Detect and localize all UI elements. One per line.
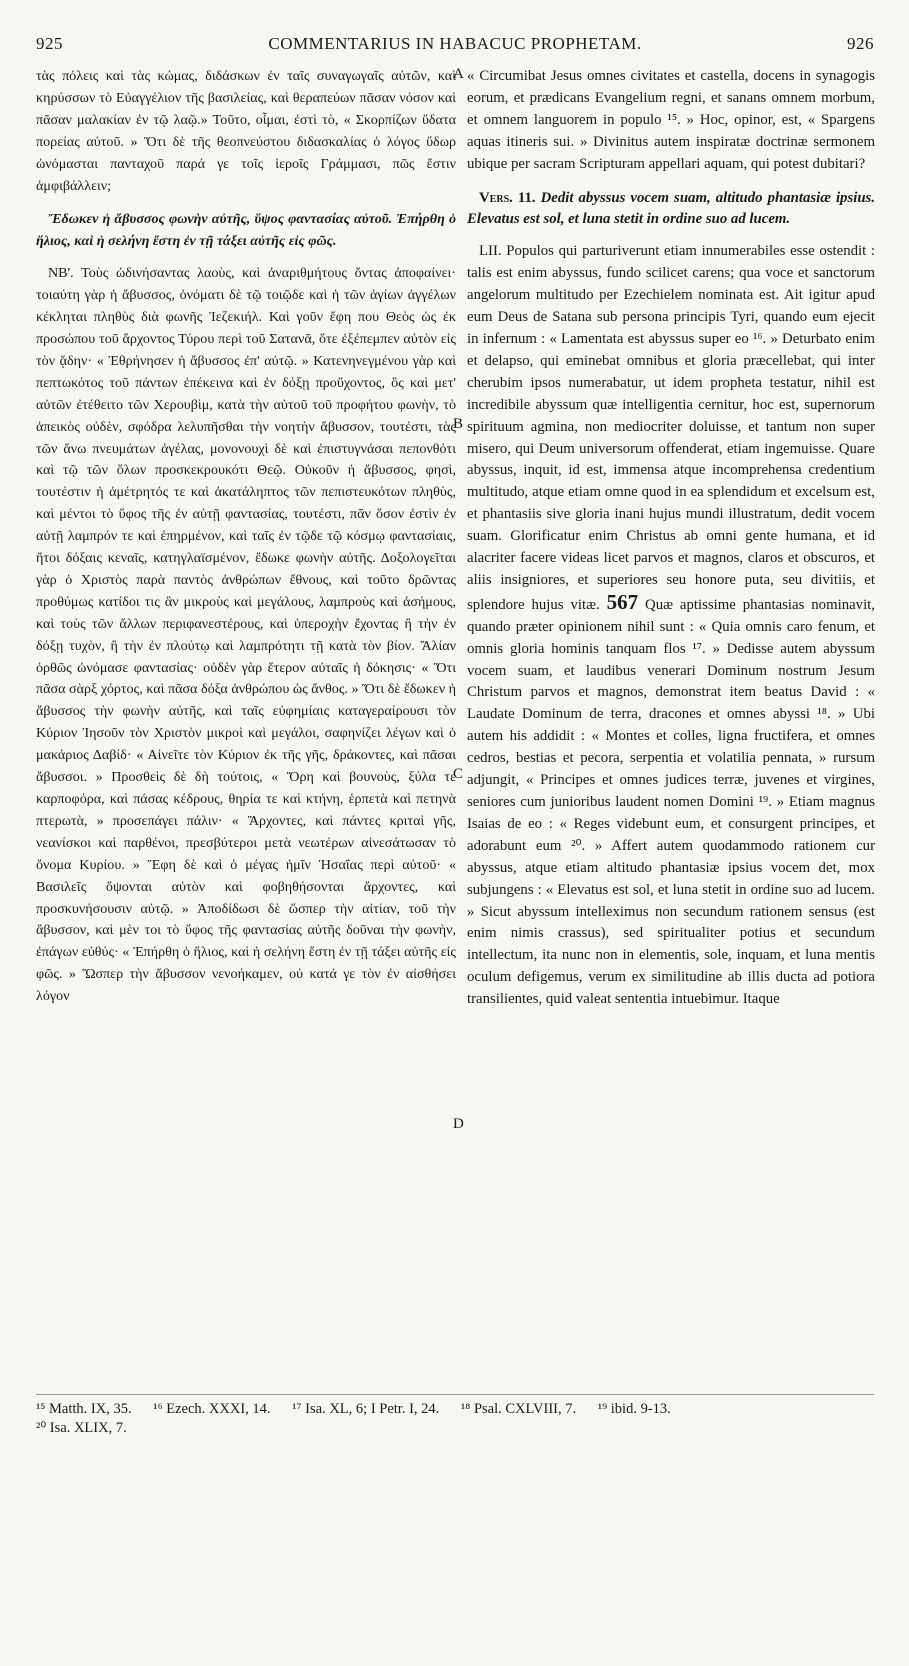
greek-verse: Ἔδωκεν ἡ ἄβυσσος φωνὴν αὐτῆς, ὕψος φαντασίας αὐτοῦ. Ἐπήρθη ὁ ἥλιος, καὶ ἡ σελήνη ἔστη ἐν τῇ τάξει αὐτῆς εἰς φῶς. [36, 211, 456, 250]
running-header [36, 34, 874, 58]
verse-label: Vers. 11. [479, 189, 536, 206]
footnote-16: ¹⁶ Ezech. XXXI, 14. [153, 1401, 271, 1417]
latin-paragraph-2-a: LII. Populos qui parturiverunt etiam innumerabiles esse ostendit : talis est enim abyssus, fundo scilicet carens; qua voce et sanctorum angelorum multitudo per Ezechielem nominata est. Ait igitur apud eum Deus de Satana sub persona principis Tyri, quando eum ejecit in infernum : « Lamentata est abyssus super eo ¹⁶. » Deturbato enim et delapso, qui eminebat omnibus et gloria præcellebat, qui inter cherubim ipsos numerabatur, ut idem propheta testatur, nihil est incredibile abyssum quæ intelligentia cernitur, hoc est, supernorum spirituum agmina, non mediocriter doluisse, et tantum non super misero, qui Deum universorum offenderat, etiam ingemuisse. Quare abyssus, inquit, id est, immensa atque incomprehensa credentium multitudo, atque etiam omne quod in ea splendidum et excelsum est, et phantasiis sive gloria inani hujus mundi illustratum, dedit vocem suam. Glorificatur enim Christus ab omni gente humana, et id alacriter facere videas licet parvos et magnos, claros et obscuros, et aliis insigniores, et superiores seu honore puta, seu divitiis, et splendore hujus vitæ. [467, 243, 875, 613]
margin-marker-b: B [453, 416, 464, 432]
footnote-19: ¹⁹ ibid. 9-13. [597, 1401, 671, 1417]
margin-marker-c: C [453, 766, 464, 782]
page-number-left: 925 [36, 34, 63, 53]
margin-marker-a: A [453, 66, 464, 82]
latin-paragraph-2 [467, 241, 875, 1011]
verse-text: Dedit abyssus vocem suam, altitudo phantasiæ ipsius. Elevatus est sol, et luna stetit in ordine suo ad lucem. [467, 189, 876, 228]
page-number-right: 926 [847, 34, 874, 53]
footnote-rule [36, 1394, 874, 1395]
footnote-15: ¹⁵ Matth. IX, 35. [36, 1401, 132, 1417]
footnote-20: ²⁰ Isa. XLIX, 7. [36, 1420, 127, 1436]
margin-marker-d: D [453, 1116, 464, 1132]
latin-paragraph-2-b: Quæ aptissime phantasias nominavit, quando præter opinionem nihil sunt : « Quia omnis caro fenum, et omnis gloria hominis tanquam flos ¹⁷. » Dedisse autem abyssum vocem suam, et laudibus venerari Dominum nostrum Jesum Christum parvos et magnos, demonstrat item beatus David : « Laudate Dominum de terra, dracones et omnes abyssi ¹⁸. » Ubi autem his addidit : « Montes et colles, ligna fructifera, et omnes cedros, bestias et pecora, serpentia et volatilia pennata, » rursum adjungit, « Principes et omnes judices terræ, juvenes et virgines, seniores cum junioribus laudent nomen Domini ¹⁹. » Etiam magnus Isaias de eo : « Reges videbunt eum, et consurgent principes, et adorabunt eum ²⁰. » Affert autem quodammodo rationem cur abyssus, atque etiam altitudo phantasiæ ipsius vocem det, mox subjungens : « Elevatus est sol, et luna stetit in ordine suo ad lucem. » Sicut abyssum intelleximus non secundum rationem sensus (est enim nimis crassus), sed spiritualiter potius et secundum intellectum, ita nunc non in elementis, sole, inquam, et luna mentis oculum defigemus, verum ex similitudine ab illis ducta ad potiora transilientes, quid valeat sententia intuebimur. Itaque [467, 596, 875, 1008]
footnote-17: ¹⁷ Isa. XL, 6; I Petr. I, 24. [292, 1401, 440, 1417]
footnote-18: ¹⁸ Psal. CXLVIII, 7. [460, 1401, 577, 1417]
running-title: COMMENTARIUS IN HABACUC PROPHETAM. [268, 34, 642, 53]
greek-paragraph-2: ΝΒ'. Τοὺς ὠδινήσαντας λαοὺς, καὶ ἀναριθμήτους ὄντας ἀποφαίνει· τοιαύτη γὰρ ἡ ἄβυσσος, ὀνόματι δὲ τῷ τοιῷδε καὶ ἡ τῶν ἁγίων ἀγγέλων κέκληται πληθὺς διὰ φωνῆς Ἰεζεκιήλ. Καὶ γοῦν ἔφη που Θεὸς ὡς ἐκ προσώπου τοῦ ἄρχοντος Τύρου περὶ τοῦ Σατανᾶ, ὅτε ἐξέπεμπεν αὐτὸν εἰς τὸν ᾅδην· « Ἐθρήνησεν ἡ ἄβυσσος ἐπ' αὐτῷ. » Κατενηνεγμένου γὰρ καὶ πεπτωκότος τοῦ πάντων ἐπέκεινα καὶ ἐν δόξῃ προὔχοντος, ὃς καὶ μετ' αὐτῶν ἐτέθειτο τῶν Χερουβὶμ, κατὰ τὴν αὐτοῦ τοῦ προφήτου φωνὴν, τὸ ἀπεικὸς οὐδὲν, σφόδρα λελυπῆσθαι τὴν νοητὴν ἄβυσσον, τουτέστι, τὰς τῶν ἄνω πνευμάτων ἀγέλας, μονονουχὶ δὲ καὶ ἐπιστυγνάσαι πεπονθότι καὶ τῷ τῶν ὅλων προσκεκρουκότι Θεῷ. Οὐκοῦν ἡ ἄβυσσος, φησὶ, τουτέστιν ἡ ἀμέτρητός τε καὶ ἀκατάληπτος τῶν πεπιστευκότων πληθὺς, καὶ μέντοι τὸ ὕφος τῆς ἐν αὐτῇ φαντασίας, τουτέστι, πᾶν ὅσον ἐστὶν ἐν αὐτῇ λαμπρόν τε καὶ ἐπηρμένον, καὶ ταῖς ἐν τῷδε τῷ κόσμῳ φαντασίαις, ἤτοι δόξαις κεναῖς, κατηγλαϊσμένον, ἔδωκε φωνὴν αὐτῆς. Δοξολογεῖται γὰρ ὁ Χριστὸς παρὰ παντὸς ἀνθρώπων ἔθνους, καὶ τοῦτο δρῶντας προθύμως κατίδοι τις ἂν μικροὺς καὶ μεγάλους, λαμπροὺς καὶ ἀσήμους, καὶ τοὺς τῶν ἄλλων περιφανεστέρους, καὶ ὑπεροχὴν ἔχοντας ἢ τὴν ἐν δόξῃ τυχὸν, ἢ τὴν ἐν πλούτῳ καὶ λαμπρότητι τῇ κατὰ τὸν βίον. Ἄλίαν ὀρθῶς ὠνόμασε φαντασίας· οὐδὲν γὰρ ἕτερον αὐταῖς ἡ δόκησις· « Ὅτι πᾶσα σὰρξ χόρτος, καὶ πᾶσα δόξα ἀνθρώπου ὡς ἄνθος. » Ὅτι δὲ ἔδωκεν ἡ ἄβυσσος τὴν φωνὴν αὐτῆς, καὶ ταῖς εὐφημίαις καταγεραίρουσι τὸν Κύριον Ἰησοῦν τὸν Χριστὸν μικροὶ καὶ μεγάλοι, σαφηνίζει λέγων καὶ ὁ μακάριος Δαβίδ· « Αἰνεῖτε τὸν Κύριον ἐκ τῆς γῆς, δράκοντες, καὶ πᾶσαι ἄβυσσοι. » Προσθεὶς δὲ δὴ τούτοις, « Ὄρη καὶ βουνοὺς, ξύλα τε καρποφόρα, καὶ πάσας κέδρους, θηρία τε καὶ κτήνη, ἑρπετὰ καὶ πετηνὰ πτερωτὰ, » προσεπάγει πάλιν· « Ἄρχοντες, καὶ πάντες κριταὶ γῆς, νεανίσκοι καὶ παρθένοι, πρεσβύτεροι μετὰ νεωτέρων αἰνεσάτωσαν τὸ ὄνομα Κυρίου. » Ἔφη δὲ καὶ ὁ μέγας ἡμῖν Ἡσαΐας περὶ αὐτοῦ· « Βασιλεῖς ὄψονται αὐτὸν καὶ φοβηθήσονται ἄρχοντες, καὶ προσκυνήσουσιν αὐτῷ. » Ἀποδίδωσι δὲ ὥσπερ τὴν αἰτίαν, τοῦ τὴν ἄβυσσον, καὶ μὲν τοι τὸ ὕφος τῆς φαντασίας αὐτῆς δοῦναι τὴν φωνὴν, ἐπάγων εὐθύς· « Ἐπήρθη ὁ ἥλιος, καὶ ἡ σελήνη ἔστη ἐν τῇ τάξει αὐτῆς εἰς φῶς. » Ὥσπερ τὴν ἄβυσσον νενοήκαμεν, οὐ κατά γε τὸν ἐν αἰσθήσει λόγον [36, 265, 456, 1005]
page-mark: 567 [606, 589, 639, 614]
footnotes [36, 1400, 874, 1438]
latin-verse [467, 188, 875, 232]
greek-paragraph-1: τὰς πόλεις καὶ τὰς κώμας, διδάσκων ἐν ταῖς συναγωγαῖς αὐτῶν, καὶ κηρύσσων τὸ Εὐαγγέλιον τῆς βασιλείας, καὶ θεραπεύων πᾶσαν νόσον καὶ πᾶσαν μαλακίαν ἐν τῷ λαῷ.» Τοῦτο, οἶμαι, ἐστὶ τὸ, « Σκορπίζων ὕδατα πορείας αὐτοῦ. » Ὅτι δὲ τῆς θεοπνεύστου διδασκαλίας ὁ λόγος ὕδωρ ὠνόμασται πανταχοῦ παρά γε τοῖς ἱεροῖς Γράμμασι, πῶς ἔστιν ἀμφιβάλλειν; [36, 68, 456, 194]
latin-paragraph-1: « Circumibat Jesus omnes civitates et castella, docens in synagogis eorum, et prædicans Evangelium regni, et sanans omnem morbum, et omnem languorem in populo ¹⁵. » Hoc, opinor, est, « Spargens aquas itineris sui. » Divinitus autem inspiratæ doctrinæ sermonem ubique per sacram Scripturam appellari aquam, qui potest dubitari? [467, 68, 875, 172]
